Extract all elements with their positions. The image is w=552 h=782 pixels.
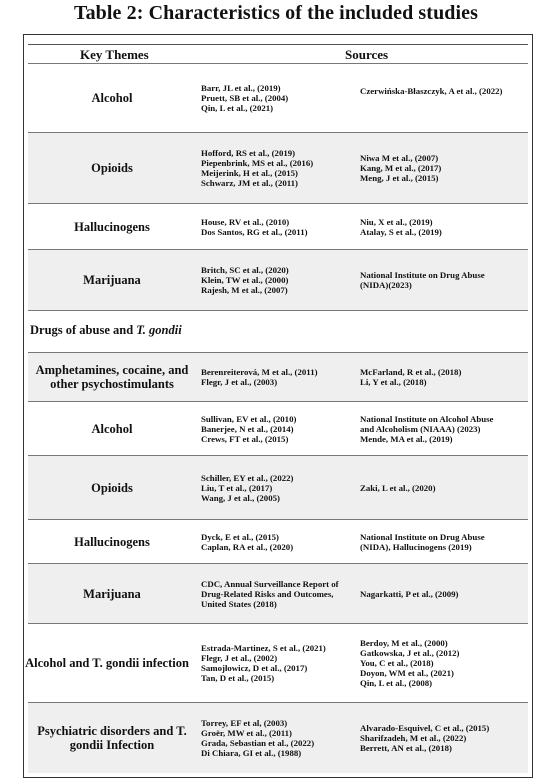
table-row <box>28 352 528 402</box>
row-theme: Opioids <box>91 480 133 495</box>
header-key-themes: Key Themes <box>80 47 149 62</box>
row-sources-col1: Britch, SC et al., (2020) Klein, TW et al., (2000) Rajesh, M et al., (2007) <box>201 265 289 295</box>
section-heading-italic: T. gondii <box>136 323 182 337</box>
row-sources-col2: McFarland, R et al., (2018) Li, Y et al., (2018) <box>360 367 462 387</box>
row-sources-col1: Barr, JL et al., (2019) Pruett, SB et al., (2004) Qin, L et al., (2021) <box>201 83 289 113</box>
row-sources-col2: Alvarado-Esquivel, C et al., (2015) Sharifzadeh, M et al., (2022) Berrett, AN et al., (2018) <box>360 723 490 753</box>
row-sources-col2: Czerwińska-Błaszczyk, A et al., (2022) <box>360 86 503 96</box>
table-row <box>28 520 528 564</box>
table-row <box>28 250 528 311</box>
row-theme: Marijuana <box>83 273 141 287</box>
table-row <box>28 64 528 133</box>
row-sources-col2: Zaki, L et al., (2020) <box>360 482 436 493</box>
row-sources-col2: Berdoy, M et al., (2000) Gatkowska, J et al., (2012) You, C et al., (2018) Doyon, WM et al., (2021) Qin, L et al., (2008) <box>360 638 460 688</box>
row-sources-col2: National Institute on Drug Abuse (NIDA), Hallucinogens (2019) <box>360 531 485 552</box>
row-sources-col2: National Institute on Drug Abuse (NIDA)(2023) <box>360 270 485 290</box>
table-row <box>28 402 528 456</box>
row-theme: Amphetamines, cocaine, and other psychostimulants <box>35 363 189 391</box>
row-sources-col1: CDC, Annual Surveillance Report of Drug-Related Risks and Outcomes, United States (2018) <box>201 578 339 609</box>
table-title: Table 2: Characteristics of the included studies <box>73 2 479 24</box>
section-heading <box>30 323 182 338</box>
row-sources-col1: Estrada-Martinez, S et al., (2021) Flegr, J et al., (2002) Samojłowicz, D et al., (2017) Tan, D et al., (2015) <box>201 643 326 683</box>
table-row <box>28 564 528 624</box>
row-sources-col2: National Institute on Alcohol Abuse and Alcoholism (NIAAA) (2023) Mende, MA et al., (2019) <box>360 413 494 444</box>
row-theme: Psychiatric disorders and T. gondii Infection <box>37 724 187 752</box>
row-sources-col1: House, RV et al., (2010) Dos Santos, RG et al., (2011) <box>201 216 308 237</box>
row-sources-col1: Schiller, EY et al., (2022) Liu, T et al., (2017) Wang, J et al., (2005) <box>201 472 294 503</box>
table-row <box>28 204 528 250</box>
row-theme: Opioids <box>91 161 133 175</box>
row-sources-col2: Niwa M et al., (2007) Kang, M et al., (2017) Meng, J et al., (2015) <box>360 153 442 183</box>
row-theme: Alcohol <box>91 91 133 105</box>
table-row <box>28 703 528 773</box>
table-row <box>28 456 528 520</box>
row-sources-col2: Nagarkatti, P et al., (2009) <box>360 588 459 599</box>
row-sources-col1: Dyck, E et al., (2015) Caplan, RA et al., (2020) <box>201 531 294 552</box>
row-sources-col1: Hofford, RS et al., (2019) Piepenbrink, MS et al., (2016) Meijerink, H et al., (2015) Schwarz, JM et al., (2011) <box>201 148 314 188</box>
row-sources-col1: Sullivan, EV et al., (2010) Banerjee, N et al., (2014) Crews, FT et al., (2015) <box>201 413 297 444</box>
row-theme: Hallucinogens <box>74 219 150 234</box>
row-sources-col2: Niu, X et al., (2019) Atalay, S et al., (2019) <box>360 216 442 237</box>
row-sources-col1: Berenreiterová, M et al., (2011) Flegr, J et al., (2003) <box>201 367 318 387</box>
row-sources-col1: Torrey, EF et al, (2003) Groër, MW et al., (2011) Grada, Sebastian et al., (2022) Di Chiara, GI et al., (1988) <box>201 718 315 758</box>
table-row <box>28 133 528 204</box>
table-row <box>25 624 528 703</box>
row-theme: Alcohol <box>91 421 133 436</box>
section-heading-text: Drugs of abuse and <box>30 323 137 337</box>
row-theme: Alcohol and T. gondii infection <box>25 656 189 670</box>
header-sources: Sources <box>345 47 389 62</box>
row-theme: Hallucinogens <box>74 534 150 549</box>
table-top-rule <box>28 44 528 45</box>
row-theme: Marijuana <box>83 586 141 601</box>
